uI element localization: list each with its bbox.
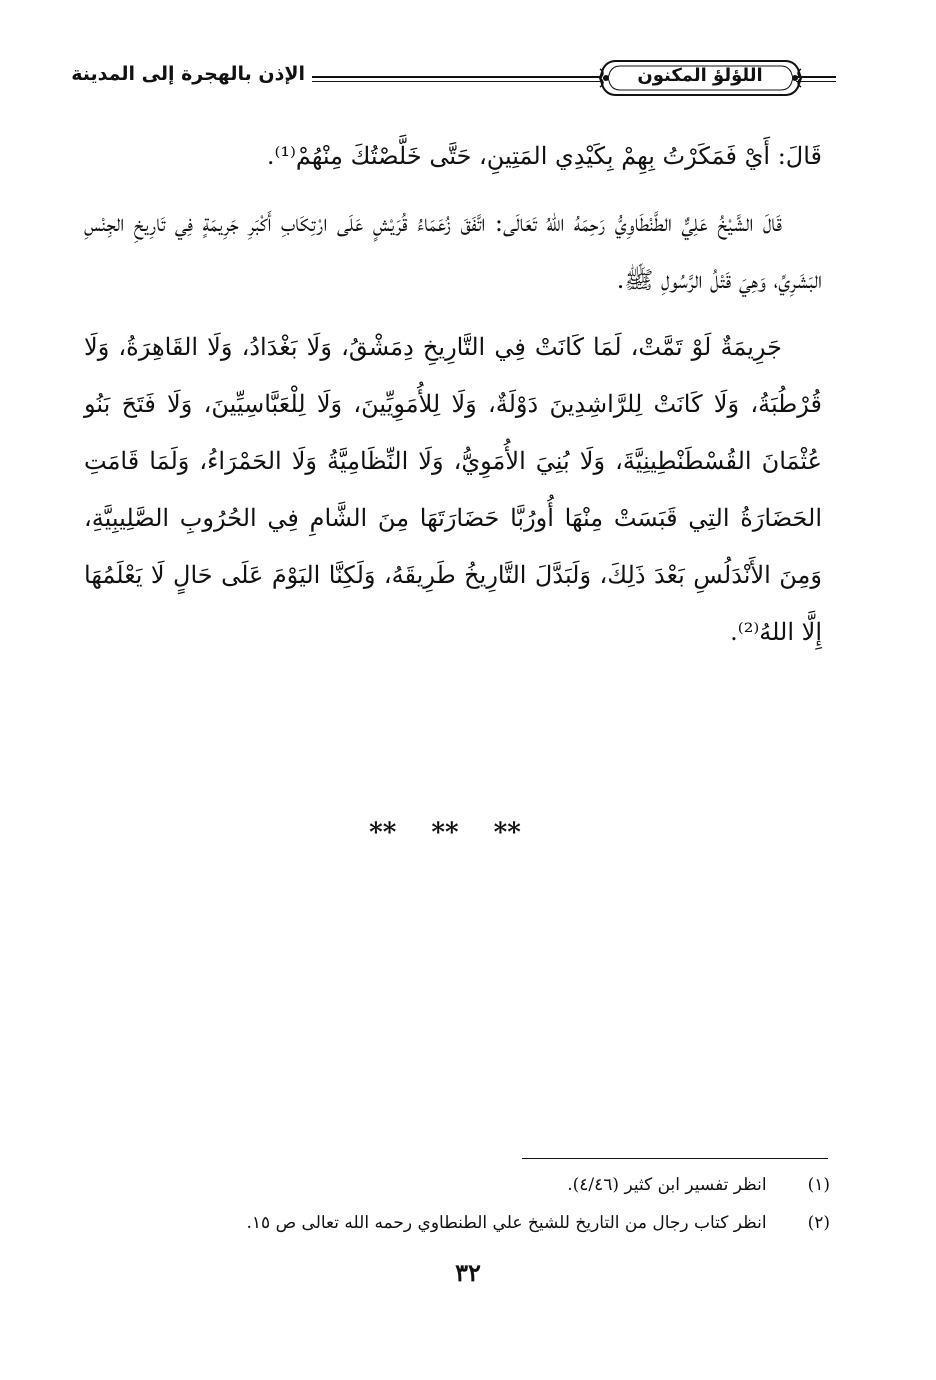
footnote-number: (٢) — [807, 1213, 830, 1233]
paragraph: قَالَ الشَّيْخُ عَلِيٌّ الطَّنْطَاوِيُّ رَحِمَهُ اللهُ تَعَالَى: اتَّفَقَ زُعَمَاءُ قُرَيْشٍ عَلَى ارْتِكَابِ أَكْبَرِ جَرِيمَةٍ فِي تَارِيخِ الجِنْسِ البَشَرِيِّ، وَهِيَ قَتْلُ الرَّسُولِ ﷺ. — [84, 209, 822, 294]
running-title: الإذن بالهجرة إلى المدينة — [71, 63, 305, 85]
header-rule-left — [312, 76, 602, 82]
footnote-rule — [522, 1158, 828, 1159]
footnote — [140, 1166, 830, 1204]
footnote — [140, 1204, 830, 1242]
book-title: اللؤلؤ المكنون — [637, 65, 763, 86]
footnotes — [140, 1166, 830, 1242]
footnote-text: انظر كتاب رجال من التاريخ للشيخ علي الطنطاوي رحمه الله تعالى ص ١٥. — [246, 1213, 767, 1233]
footnote-text: انظر تفسير ابن كثير (٤/٤٦). — [567, 1175, 767, 1195]
section-separator: ** ** ** — [369, 818, 521, 848]
page-header — [71, 55, 836, 105]
book-title-cartouche — [598, 57, 803, 99]
page-number: ٣٢ — [455, 1258, 481, 1287]
main-text — [84, 128, 822, 671]
header-rule-right — [796, 76, 836, 82]
footnote-number: (١) — [807, 1175, 830, 1195]
paragraph: جَرِيمَةٌ لَوْ تَمَّتْ، لَمَا كَانَتْ فِي التَّارِيخِ دِمَشْقُ، وَلَا بَغْدَادُ، وَلَا القَاهِرَةُ، وَلَا قُرْطُبَةُ، وَلَا كَانَتْ لِلرَّاشِدِينَ دَوْلَةٌ، وَلَا لِلأُمَوِيِّينَ، وَلَا لِلْعَبَّاسِيِّينَ، وَلَا فَتَحَ بَنُو عُثْمَانَ القُسْطَنْطِينِيَّةَ، وَلَا بُنِيَ الأُمَوِيُّ، وَلَا النِّظَامِيَّةُ وَلَا الحَمْرَاءُ، وَلَمَا قَامَتِ الحَضَارَةُ التِي قَبَسَتْ مِنْهَا أُورُبَّا حَضَارَتَهَا مِنَ الشَّامِ فِي الحُرُوبِ الصَّلِيبِيَّةِ، وَمِنَ الأَنْدَلُسِ بَعْدَ ذَلِكَ، وَلَبَدَّلَ التَّارِيخُ طَرِيقَهُ، وَلَكِنَّا اليَوْمَ عَلَى حَالٍ لَا يَعْلَمُهَا إِلَّا اللهُ⁽²⁾. — [84, 333, 822, 646]
paragraph: قَالَ: أَيْ فَمَكَرْتُ بِهِمْ بِكَيْدِي المَتِينِ، حَتَّى خَلَّصْتُكَ مِنْهُمْ⁽¹⁾. — [266, 142, 822, 170]
